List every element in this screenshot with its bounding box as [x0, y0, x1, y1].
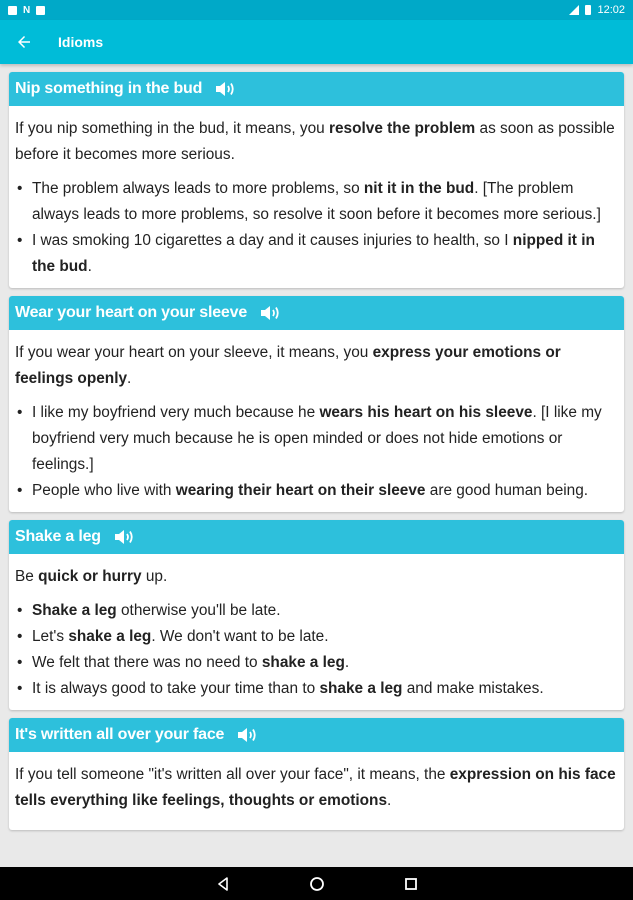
notification-icon — [8, 6, 17, 15]
idiom-title: Wear your heart on your sleeve — [15, 304, 248, 321]
speak-button[interactable] — [259, 305, 281, 321]
example-item — [15, 598, 618, 624]
nav-back-button[interactable] — [211, 872, 235, 896]
idiom-card — [9, 72, 624, 288]
text-segment: up. — [141, 568, 168, 585]
example-item — [15, 676, 618, 702]
nav-recents-button[interactable] — [399, 872, 423, 896]
text-segment: If you nip something in the bud, it means, you — [15, 120, 329, 137]
text-segment: The problem always leads to more problems, so — [32, 180, 364, 197]
text-segment: If you tell someone "it's written all over your face", it means, the — [15, 766, 450, 783]
text-segment: It is always good to take your time than to — [32, 680, 320, 697]
page-title: Idioms — [58, 34, 104, 50]
status-system — [569, 4, 625, 16]
speaker-icon — [113, 529, 135, 545]
text-segment: . [I like my boyfriend very much because he is open minded or does not hide emotions or feelings.] — [32, 404, 602, 473]
back-button[interactable] — [0, 20, 48, 64]
speaker-icon — [259, 305, 281, 321]
example-item — [15, 478, 618, 504]
bold-text: express your emotions or feelings openly — [15, 344, 561, 387]
example-item — [15, 228, 618, 280]
bold-text: shake a leg — [319, 680, 403, 697]
idiom-card — [9, 718, 624, 830]
idiom-body — [9, 330, 624, 512]
bold-text: shake a leg — [68, 628, 152, 645]
idiom-body — [9, 554, 624, 710]
example-list — [15, 598, 618, 702]
text-segment: People who live with — [32, 482, 176, 499]
nav-home-button[interactable] — [305, 872, 329, 896]
idiom-title: It's written all over your face — [15, 726, 225, 743]
status-notifications — [8, 5, 45, 16]
text-segment: otherwise you'll be late. — [116, 602, 281, 619]
speak-button[interactable] — [214, 81, 236, 97]
status-bar — [0, 0, 633, 20]
signal-icon — [569, 5, 579, 15]
text-segment: We felt that there was no need to — [32, 654, 262, 671]
status-time: 12:02 — [597, 4, 625, 16]
download-icon — [36, 6, 45, 15]
battery-icon — [585, 5, 591, 15]
nav-recents-icon — [403, 876, 419, 892]
idiom-list[interactable] — [0, 64, 633, 867]
example-list — [15, 176, 618, 280]
text-segment: as soon as possible before it becomes more serious. — [15, 120, 615, 163]
text-segment: . — [127, 370, 132, 387]
text-segment: and make mistakes. — [402, 680, 544, 697]
text-segment: I like my boyfriend very much because he — [32, 404, 320, 421]
navigation-bar — [0, 867, 633, 900]
text-segment: I was smoking 10 cigarettes a day and it causes injuries to health, so I — [32, 232, 513, 249]
nav-back-icon — [215, 876, 231, 892]
idiom-header — [9, 718, 624, 752]
text-segment: . — [387, 792, 392, 809]
idiom-header — [9, 296, 624, 330]
idiom-definition — [15, 340, 618, 392]
example-list — [15, 400, 618, 504]
bold-text: nit it in the bud — [363, 180, 475, 197]
speak-button[interactable] — [113, 529, 135, 545]
bold-text: shake a leg — [261, 654, 345, 671]
example-item — [15, 400, 618, 478]
text-segment: . — [87, 258, 92, 275]
bold-text: Shake a leg — [32, 602, 117, 619]
idiom-title: Nip something in the bud — [15, 80, 203, 97]
idiom-definition — [15, 564, 618, 590]
nav-home-icon — [309, 876, 325, 892]
example-item — [15, 624, 618, 650]
text-segment: . We don't want to be late. — [151, 628, 329, 645]
idiom-card — [9, 520, 624, 710]
idiom-card — [9, 296, 624, 512]
example-item — [15, 650, 618, 676]
example-item — [15, 176, 618, 228]
bold-text: wears his heart on his sleeve — [319, 404, 533, 421]
bold-text: nipped it in the bud — [32, 232, 595, 275]
idiom-definition — [15, 762, 618, 814]
text-segment: . — [344, 654, 350, 671]
text-segment: are good human being. — [425, 482, 589, 499]
idiom-header — [9, 72, 624, 106]
speaker-icon — [236, 727, 258, 743]
bold-text: wearing their heart on their sleeve — [175, 482, 426, 499]
text-segment: . [The problem always leads to more problems, so resolve it soon before it becomes more serious.] — [32, 180, 601, 223]
idiom-header — [9, 520, 624, 554]
bold-text: quick or hurry — [38, 568, 142, 585]
bold-text: expression on his face tells everything like feelings, thoughts or emotions — [15, 766, 616, 809]
idiom-body — [9, 106, 624, 288]
text-segment: Be — [15, 568, 39, 585]
speaker-icon — [214, 81, 236, 97]
idiom-definition — [15, 116, 618, 168]
arrow-left-icon — [15, 33, 33, 51]
idiom-title: Shake a leg — [15, 528, 101, 545]
text-segment: Let's — [32, 628, 69, 645]
n-letter-icon: N — [23, 4, 31, 16]
speak-button[interactable] — [236, 727, 258, 743]
idiom-body — [9, 752, 624, 830]
text-segment: If you wear your heart on your sleeve, it means, you — [15, 344, 373, 361]
bold-text: resolve the problem — [328, 120, 476, 137]
app-bar — [0, 20, 633, 64]
